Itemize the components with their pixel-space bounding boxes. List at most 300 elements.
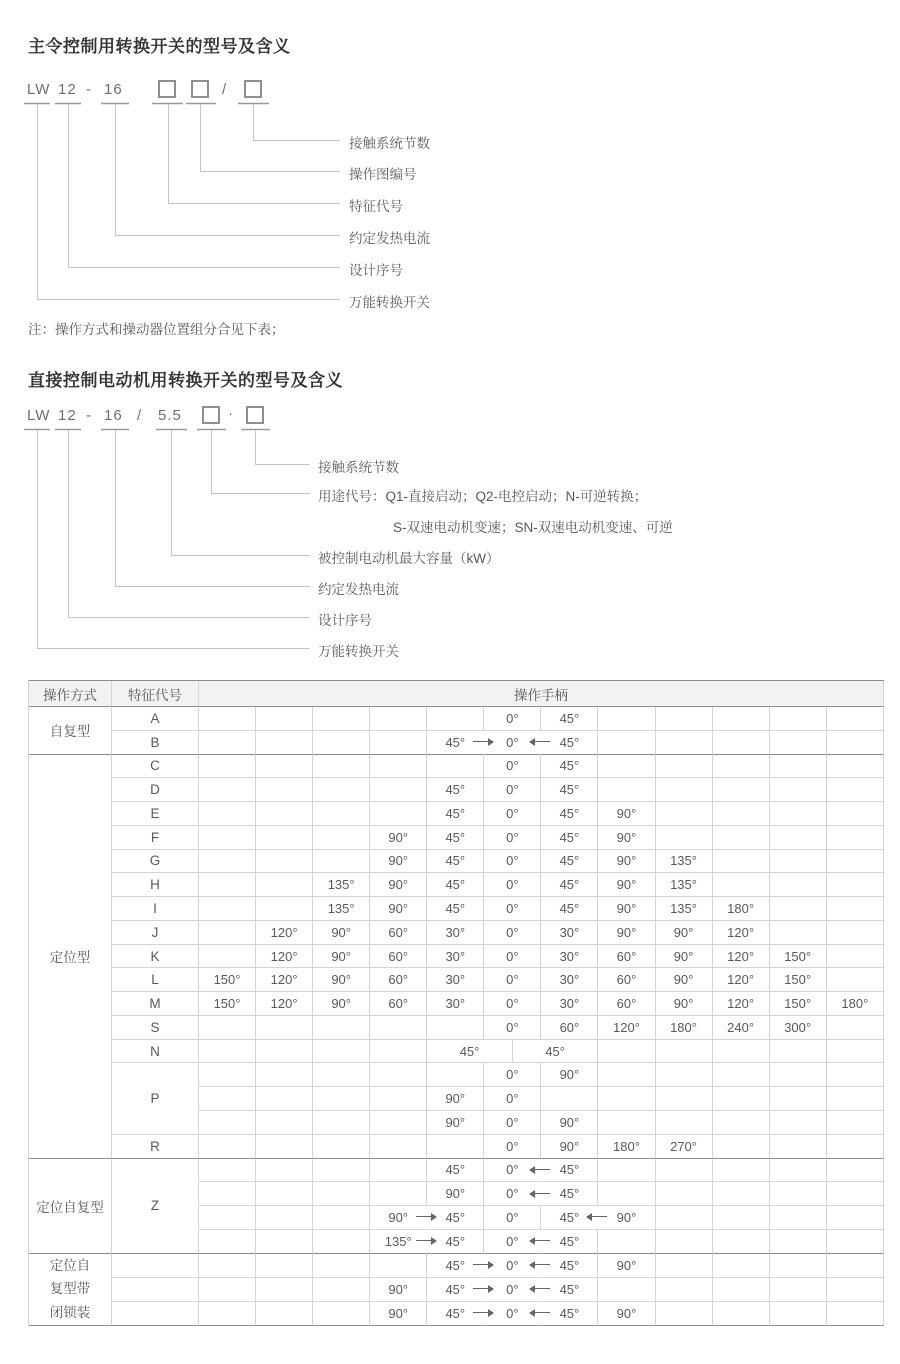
empty-cell [827, 1278, 884, 1302]
empty-cell [199, 873, 256, 897]
empty-cell [656, 802, 713, 826]
angle-cell: 45° [427, 826, 484, 850]
feature-code-cell [112, 1254, 199, 1278]
empty-cell [770, 731, 827, 755]
model2-power: 5.5 [158, 407, 182, 424]
empty-cell [827, 897, 884, 921]
empty-cell [656, 1182, 713, 1206]
angle-cell: 90° [370, 1302, 427, 1326]
empty-cell [370, 1063, 427, 1087]
angle-cell: 0° [484, 1087, 541, 1111]
angle-cell: 135° [656, 873, 713, 897]
angle-cell: 0° [484, 1302, 541, 1326]
angle-cell: 0° [484, 778, 541, 802]
angle-cell: 45° [541, 1278, 598, 1302]
table-row [29, 921, 884, 945]
empty-cell [656, 826, 713, 850]
empty-cell [427, 1016, 484, 1040]
table-row [29, 1040, 884, 1064]
angle-cell: 270° [656, 1135, 713, 1159]
table-row [29, 1254, 884, 1278]
empty-cell [199, 826, 256, 850]
empty-cell [713, 1302, 770, 1326]
empty-cell [656, 1230, 713, 1254]
empty-cell [370, 707, 427, 731]
empty-cell [199, 1063, 256, 1087]
angle-cell: 90° [598, 897, 655, 921]
empty-cell [313, 1016, 370, 1040]
table-row [29, 1135, 884, 1159]
empty-cell [199, 1278, 256, 1302]
model2-dot: · [228, 405, 234, 422]
arrow-left-icon [530, 1169, 550, 1170]
model1-placeholder-box-2 [191, 80, 209, 98]
empty-cell [713, 778, 770, 802]
empty-cell [598, 1278, 655, 1302]
angle-cell: 45° [427, 1230, 484, 1254]
empty-cell [313, 778, 370, 802]
table-row [29, 1016, 884, 1040]
mode-cell: 自复型 [29, 707, 112, 755]
empty-cell [256, 1278, 313, 1302]
empty-cell [199, 1159, 256, 1183]
angle-cell: 60° [541, 1016, 598, 1040]
model1-label-operation-diagram: 操作图编号 [349, 167, 417, 182]
empty-cell [256, 1159, 313, 1183]
table-row [29, 755, 884, 779]
model2-design: 12 [58, 407, 77, 424]
angle-cell: 150° [770, 945, 827, 969]
angle-cell: 30° [427, 992, 484, 1016]
angle-cell: 90° [598, 1254, 655, 1278]
empty-cell [199, 731, 256, 755]
empty-cell [770, 1182, 827, 1206]
empty-cell [827, 873, 884, 897]
angle-cell: 30° [541, 968, 598, 992]
feature-code-cell: R [112, 1135, 199, 1159]
angle-cell: 90° [656, 992, 713, 1016]
empty-cell [827, 1087, 884, 1111]
empty-cell [313, 1278, 370, 1302]
empty-cell [199, 1206, 256, 1230]
empty-cell [427, 755, 484, 779]
empty-cell [313, 1087, 370, 1111]
empty-cell [313, 707, 370, 731]
angle-cell: 0° [484, 968, 541, 992]
empty-cell [713, 1135, 770, 1159]
empty-cell [827, 1135, 884, 1159]
header-mode: 操作方式 [29, 681, 112, 707]
angle-cell: 45° [541, 1159, 598, 1183]
angle-cell: 90° [370, 850, 427, 874]
empty-cell [656, 731, 713, 755]
empty-cell [656, 1278, 713, 1302]
feature-code-cell: D [112, 778, 199, 802]
arrow-left-icon [530, 1193, 550, 1194]
empty-cell [598, 755, 655, 779]
model1-placeholder-box-3 [244, 80, 262, 98]
model1-brand: LW [27, 81, 51, 98]
empty-cell [199, 755, 256, 779]
empty-cell [827, 802, 884, 826]
angle-cell: 45° [513, 1040, 599, 1064]
angle-cell: 150° [770, 968, 827, 992]
empty-cell [598, 707, 655, 731]
model2-brand: LW [27, 407, 51, 424]
arrow-right-icon [473, 1288, 493, 1289]
empty-cell [199, 1016, 256, 1040]
empty-cell [770, 921, 827, 945]
angle-cell: 30° [427, 945, 484, 969]
empty-cell [256, 1063, 313, 1087]
empty-cell [598, 1040, 655, 1064]
empty-cell [598, 1111, 655, 1135]
empty-cell [713, 802, 770, 826]
angle-cell: 0° [484, 992, 541, 1016]
empty-cell [256, 1230, 313, 1254]
empty-cell [256, 802, 313, 826]
model2-label-usage-code-line2: S-双速电动机变速；SN-双速电动机变速、可逆 [393, 520, 673, 535]
angle-cell: 45° [541, 897, 598, 921]
angle-cell: 0° [484, 802, 541, 826]
empty-cell [713, 1206, 770, 1230]
table-row [29, 1302, 884, 1326]
handle-position-table-wrap [28, 680, 884, 1326]
empty-cell [313, 850, 370, 874]
angle-cell: 45° [427, 802, 484, 826]
empty-cell [713, 1087, 770, 1111]
angle-cell: 0° [484, 731, 541, 755]
empty-cell [313, 826, 370, 850]
angle-cell: 60° [598, 945, 655, 969]
empty-cell [313, 1206, 370, 1230]
angle-cell: 0° [484, 1063, 541, 1087]
empty-cell [313, 1040, 370, 1064]
angle-cell: 90° [370, 826, 427, 850]
empty-cell [656, 1254, 713, 1278]
angle-cell: 45° [541, 755, 598, 779]
empty-cell [713, 1040, 770, 1064]
empty-cell [199, 1254, 256, 1278]
angle-cell: 45° [427, 731, 484, 755]
empty-cell [656, 755, 713, 779]
empty-cell [256, 1040, 313, 1064]
empty-cell [598, 1182, 655, 1206]
empty-cell [199, 945, 256, 969]
angle-cell: 45° [427, 1278, 484, 1302]
empty-cell [256, 897, 313, 921]
angle-cell: 90° [598, 873, 655, 897]
empty-cell [770, 1230, 827, 1254]
angle-cell: 135° [656, 897, 713, 921]
empty-cell [256, 1254, 313, 1278]
empty-cell [713, 826, 770, 850]
arrow-right-icon [473, 741, 493, 742]
angle-cell: 30° [427, 968, 484, 992]
angle-cell: 60° [370, 921, 427, 945]
angle-cell: 120° [256, 921, 313, 945]
header-feature-code: 特征代号 [112, 681, 199, 707]
empty-cell [827, 850, 884, 874]
feature-code-cell [112, 1278, 199, 1302]
table-row [29, 1063, 884, 1087]
empty-cell [656, 1111, 713, 1135]
empty-cell [199, 1135, 256, 1159]
table-row [29, 731, 884, 755]
empty-cell [199, 802, 256, 826]
angle-cell: 0° [484, 1278, 541, 1302]
angle-cell: 30° [541, 992, 598, 1016]
empty-cell [713, 1278, 770, 1302]
empty-cell [313, 1063, 370, 1087]
angle-cell: 120° [256, 992, 313, 1016]
empty-cell [199, 1182, 256, 1206]
feature-code-cell: F [112, 826, 199, 850]
angle-cell: 90° [656, 921, 713, 945]
angle-cell: 150° [199, 968, 256, 992]
empty-cell [199, 850, 256, 874]
arrow-left-icon [587, 1216, 607, 1217]
angle-cell: 0° [484, 1206, 541, 1230]
empty-cell [313, 1111, 370, 1135]
model1-label-feature-code: 特征代号 [349, 199, 403, 214]
angle-cell: 45° [541, 1302, 598, 1326]
empty-cell [827, 921, 884, 945]
angle-cell: 90° [541, 1063, 598, 1087]
angle-cell: 60° [370, 945, 427, 969]
angle-cell: 135° [313, 873, 370, 897]
angle-cell: 45° [541, 1254, 598, 1278]
arrow-left-icon [530, 1240, 550, 1241]
model2-slash: / [137, 407, 143, 424]
angle-cell: 0° [484, 945, 541, 969]
empty-cell [770, 802, 827, 826]
arrow-left-icon [530, 1312, 550, 1313]
angle-cell: 30° [541, 945, 598, 969]
angle-cell: 60° [370, 992, 427, 1016]
empty-cell [770, 1254, 827, 1278]
empty-cell [427, 1063, 484, 1087]
empty-cell [598, 778, 655, 802]
empty-cell [313, 802, 370, 826]
empty-cell [770, 826, 827, 850]
arrow-left-icon [530, 1264, 550, 1265]
mode-cell: 定位自复型带闭锁装 [29, 1254, 112, 1326]
angle-cell: 45° [541, 1206, 598, 1230]
empty-cell [827, 778, 884, 802]
empty-cell [713, 1182, 770, 1206]
empty-cell [770, 707, 827, 731]
empty-cell [370, 1159, 427, 1183]
feature-code-cell [112, 1302, 199, 1326]
angle-cell: 0° [484, 707, 541, 731]
table-header-row [29, 681, 884, 707]
angle-cell: 120° [713, 992, 770, 1016]
empty-cell [713, 1111, 770, 1135]
empty-cell [598, 1087, 655, 1111]
empty-cell [827, 826, 884, 850]
empty-cell [256, 731, 313, 755]
angle-cell: 45° [541, 1230, 598, 1254]
model2-dash: - [86, 407, 92, 424]
empty-cell [256, 1302, 313, 1326]
feature-code-cell: J [112, 921, 199, 945]
angle-cell: 60° [598, 992, 655, 1016]
feature-code-cell: L [112, 968, 199, 992]
angle-cell: 90° [313, 921, 370, 945]
empty-cell [370, 1016, 427, 1040]
table-row [29, 968, 884, 992]
table-row [29, 778, 884, 802]
empty-cell [370, 1087, 427, 1111]
empty-cell [199, 778, 256, 802]
angle-cell: 0° [484, 850, 541, 874]
model1-label-design-serial: 设计序号 [349, 263, 403, 278]
table-row [29, 1278, 884, 1302]
empty-cell [598, 1230, 655, 1254]
empty-cell [827, 1182, 884, 1206]
model1-dash: - [86, 81, 92, 98]
header-handle: 操作手柄 [199, 681, 884, 707]
angle-cell: 120° [713, 968, 770, 992]
angle-cell: 90° [541, 1111, 598, 1135]
angle-cell: 45° [427, 1302, 484, 1326]
empty-cell [713, 1063, 770, 1087]
angle-cell: 90° [427, 1087, 484, 1111]
angle-cell: 45° [427, 897, 484, 921]
table-row [29, 897, 884, 921]
angle-cell: 90° [598, 850, 655, 874]
empty-cell [656, 1159, 713, 1183]
empty-cell [370, 731, 427, 755]
empty-cell [770, 850, 827, 874]
angle-cell: 180° [827, 992, 884, 1016]
empty-cell [827, 1016, 884, 1040]
angle-cell: 60° [370, 968, 427, 992]
empty-cell [713, 1254, 770, 1278]
feature-code-cell: A [112, 707, 199, 731]
empty-cell [427, 707, 484, 731]
empty-cell [541, 1087, 598, 1111]
angle-cell: 45° [427, 1040, 513, 1064]
empty-cell [199, 707, 256, 731]
empty-cell [656, 1040, 713, 1064]
feature-code-cell: G [112, 850, 199, 874]
angle-cell: 135° [370, 1230, 427, 1254]
angle-cell: 90° [427, 1111, 484, 1135]
table-row [29, 992, 884, 1016]
angle-cell: 120° [256, 968, 313, 992]
angle-cell: 90° [598, 826, 655, 850]
feature-code-cell: N [112, 1040, 199, 1064]
empty-cell [313, 1182, 370, 1206]
table-row [29, 707, 884, 731]
angle-cell: 90° [313, 945, 370, 969]
feature-code-cell: K [112, 945, 199, 969]
table-row [29, 826, 884, 850]
angle-cell: 0° [484, 1016, 541, 1040]
empty-cell [827, 1040, 884, 1064]
empty-cell [256, 873, 313, 897]
model2-label-design-serial: 设计序号 [318, 613, 372, 628]
model2-current: 16 [104, 407, 123, 424]
empty-cell [827, 1111, 884, 1135]
empty-cell [770, 1159, 827, 1183]
angle-cell: 0° [484, 1159, 541, 1183]
empty-cell [313, 1302, 370, 1326]
feature-code-cell: I [112, 897, 199, 921]
empty-cell [256, 850, 313, 874]
angle-cell: 45° [541, 802, 598, 826]
empty-cell [370, 1040, 427, 1064]
model2-label-usage-code: 用途代号：Q1-直接启动；Q2-电控启动；N-可逆转换； [318, 489, 648, 504]
angle-cell: 90° [656, 945, 713, 969]
angle-cell: 45° [427, 873, 484, 897]
empty-cell [827, 1254, 884, 1278]
empty-cell [770, 1087, 827, 1111]
table-row [29, 1159, 884, 1183]
angle-cell: 45° [541, 778, 598, 802]
angle-cell: 45° [541, 873, 598, 897]
empty-cell [713, 873, 770, 897]
angle-cell: 45° [427, 1254, 484, 1278]
angle-cell: 45° [427, 1159, 484, 1183]
table-row [29, 945, 884, 969]
empty-cell [370, 1182, 427, 1206]
angle-cell: 150° [199, 992, 256, 1016]
model2-label-contact-sections: 接触系统节数 [318, 460, 399, 475]
feature-code-cell: H [112, 873, 199, 897]
empty-cell [713, 850, 770, 874]
model1-slash: / [222, 81, 228, 98]
feature-code-cell: E [112, 802, 199, 826]
empty-cell [370, 802, 427, 826]
angle-cell: 0° [484, 897, 541, 921]
model2-placeholder-box-2 [246, 406, 264, 424]
empty-cell [656, 1302, 713, 1326]
empty-cell [313, 755, 370, 779]
arrow-right-icon [416, 1216, 436, 1217]
angle-cell: 45° [541, 731, 598, 755]
empty-cell [770, 778, 827, 802]
angle-cell: 180° [656, 1016, 713, 1040]
empty-cell [770, 1278, 827, 1302]
mode-cell: 定位型 [29, 755, 112, 1159]
section2-title: 直接控制电动机用转换开关的型号及含义 [28, 371, 343, 390]
empty-cell [199, 1302, 256, 1326]
empty-cell [827, 968, 884, 992]
angle-cell: 90° [541, 1135, 598, 1159]
angle-cell: 0° [484, 1111, 541, 1135]
empty-cell [256, 778, 313, 802]
empty-cell [656, 1206, 713, 1230]
empty-cell [256, 755, 313, 779]
empty-cell [713, 1230, 770, 1254]
model2-label-universal-switch: 万能转换开关 [318, 644, 399, 659]
empty-cell [598, 1159, 655, 1183]
empty-cell [713, 731, 770, 755]
model1-current: 16 [104, 81, 123, 98]
model1-label-universal-switch: 万能转换开关 [349, 295, 430, 310]
empty-cell [770, 897, 827, 921]
empty-cell [370, 1111, 427, 1135]
angle-cell: 120° [256, 945, 313, 969]
angle-cell: 0° [484, 826, 541, 850]
angle-cell: 90° [370, 873, 427, 897]
angle-cell: 45° [427, 1206, 484, 1230]
empty-cell [313, 1135, 370, 1159]
empty-cell [598, 731, 655, 755]
